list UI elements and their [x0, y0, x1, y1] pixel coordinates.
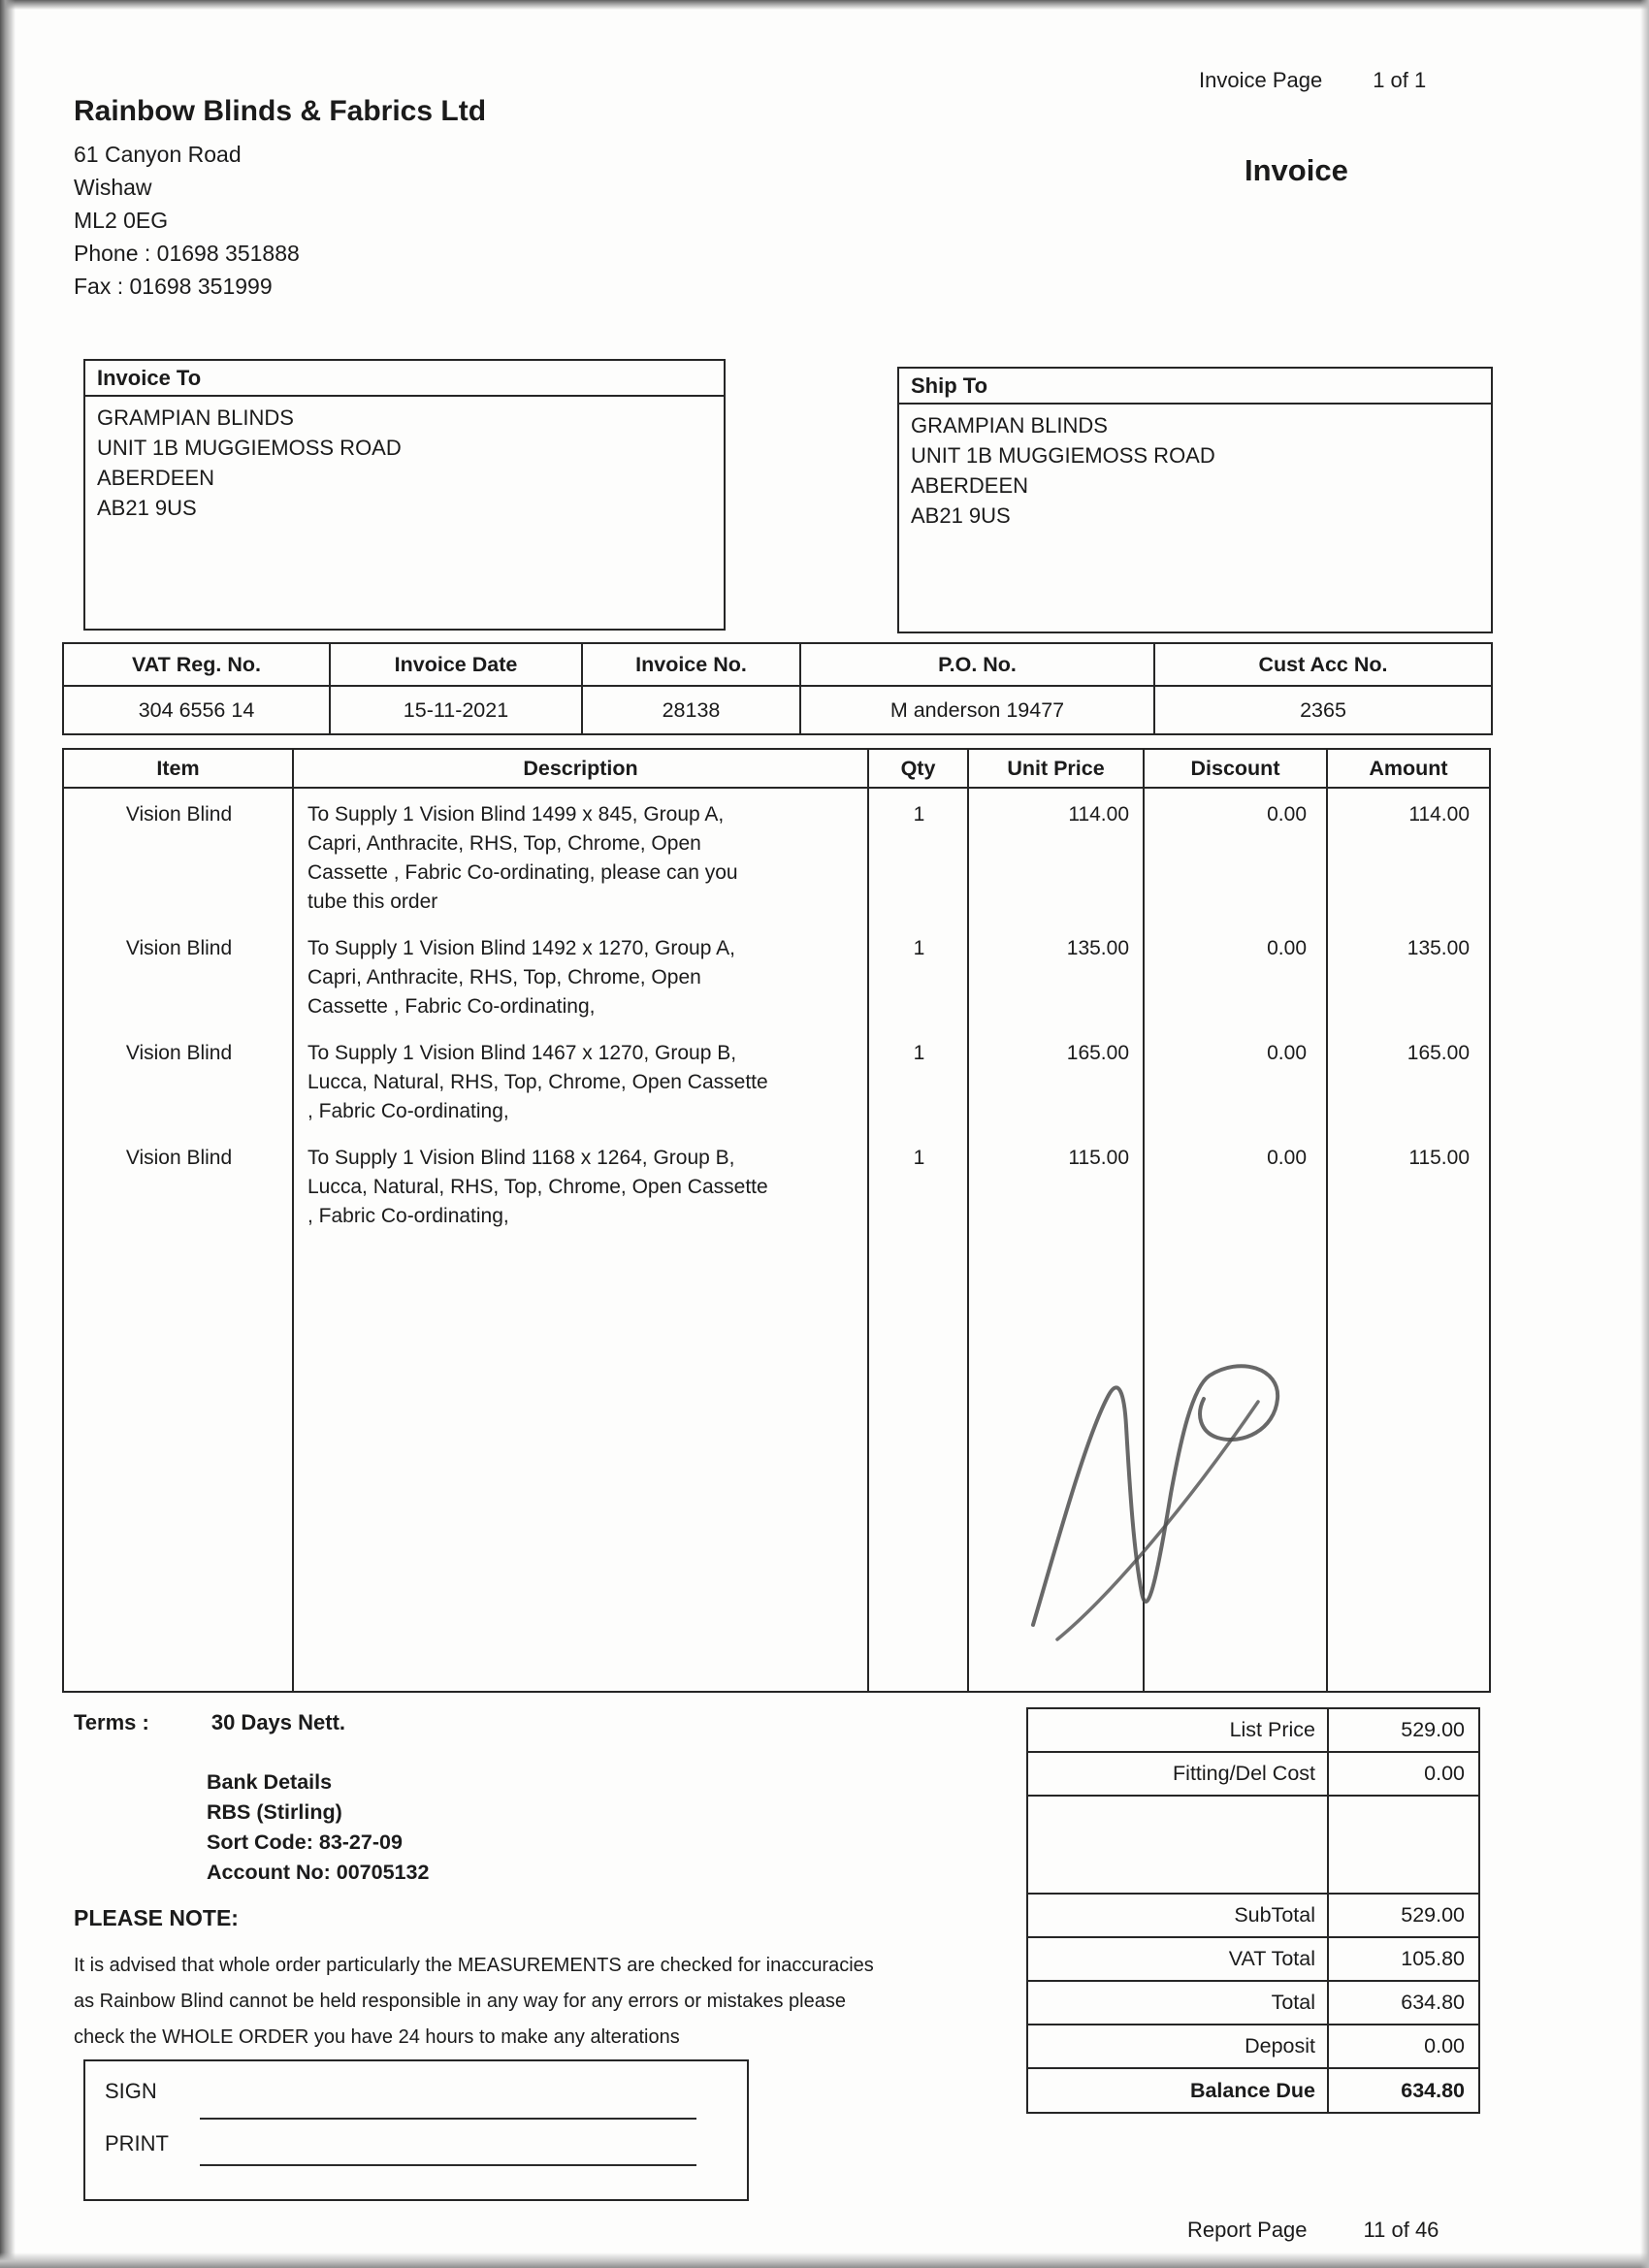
invoice-meta-table: [62, 642, 1493, 735]
totals-row: [1028, 1982, 1478, 2025]
company-address-line: Wishaw: [74, 175, 152, 200]
please-note-body: It is advised that whole order particularly the MEASUREMENTS are checked for inaccuracies as Rainbow Blind cannot be held responsible in any way for any errors or mistakes please check the WHOLE ORDER you have 24 hours to make any alterations: [74, 1955, 874, 2048]
sign-line: [200, 2118, 696, 2120]
meta-value-po-no: M anderson 19477: [801, 687, 1155, 733]
item-row: [64, 934, 1489, 1021]
amount-cell: 165.00: [1406, 1042, 1470, 1064]
document-title: Invoice: [1245, 153, 1348, 187]
totals-label: Balance Due: [1028, 2069, 1329, 2112]
company-name: Rainbow Blinds & Fabrics Ltd: [74, 95, 487, 127]
item-cell: Vision Blind: [125, 803, 233, 826]
unit-price-cell: 115.00: [1068, 1147, 1129, 1169]
column-divider: [867, 789, 869, 1691]
invoice-to-line: ABERDEEN: [97, 466, 215, 490]
qty-cell: 1: [913, 1147, 925, 1169]
company-address: [74, 138, 300, 303]
ship-to-line: AB21 9US: [911, 503, 1011, 528]
item-cell: Vision Blind: [125, 1147, 233, 1169]
totals-value: 529.00: [1401, 1718, 1465, 1741]
discount-cell: 0.00: [1267, 1042, 1307, 1064]
totals-value: 105.80: [1401, 1947, 1465, 1970]
item-row: [64, 800, 1489, 917]
totals-row-balance-due: [1028, 2069, 1478, 2112]
items-header-discount: Discount: [1145, 750, 1328, 787]
terms-value: 30 Days Nett.: [210, 1710, 346, 1734]
company-phone: Phone : 01698 351888: [74, 241, 300, 266]
meta-header-cust-acc: Cust Acc No.: [1258, 652, 1388, 676]
meta-header-row: [64, 644, 1491, 687]
report-page-value: 11 of 46: [1363, 2218, 1439, 2242]
amount-cell: 115.00: [1408, 1147, 1470, 1169]
invoice-to-line: UNIT 1B MUGGIEMOSS ROAD: [97, 436, 402, 460]
totals-value: 529.00: [1401, 1903, 1465, 1927]
item-cell: Vision Blind: [125, 937, 233, 959]
bank-details: [207, 1767, 429, 1888]
items-header-unit-price: Unit Price: [969, 750, 1145, 787]
ship-to-box: [897, 367, 1493, 633]
meta-header-po-no: P.O. No.: [801, 644, 1155, 685]
item-row: [64, 1144, 1489, 1231]
totals-label: Fitting/Del Cost: [1028, 1753, 1329, 1795]
ship-to-label: Ship To: [899, 369, 1491, 405]
terms-row: [74, 1710, 345, 1735]
item-row: [64, 1039, 1489, 1126]
meta-value-vat: 304 6556 14: [64, 687, 331, 733]
invoice-to-address: [85, 397, 724, 529]
invoice-page-indicator: [1199, 68, 1426, 93]
totals-spacer-row: [1028, 1797, 1478, 1895]
totals-box: [1026, 1707, 1480, 2114]
column-divider: [292, 789, 294, 1691]
description-cell: To Supply 1 Vision Blind 1467 x 1270, Group B, Lucca, Natural, RHS, Top, Chrome, Open Cassette , Fabric Co-ordinating,: [307, 1042, 768, 1122]
unit-price-cell: 165.00: [1066, 1042, 1129, 1064]
totals-row: [1028, 2025, 1478, 2069]
scan-edge-bottom: [0, 2252, 1649, 2268]
totals-row: [1028, 1753, 1478, 1797]
meta-value-invoice-no: 28138: [583, 687, 801, 733]
totals-value: 634.80: [1401, 1991, 1465, 2014]
description-cell: To Supply 1 Vision Blind 1492 x 1270, Group A, Capri, Anthracite, RHS, Top, Chrome, Open Cassette , Fabric Co-ordinating,: [307, 937, 735, 1018]
discount-cell: 0.00: [1267, 803, 1307, 826]
bank-account-no: Account No: 00705132: [207, 1861, 430, 1884]
signature-box: [83, 2059, 749, 2201]
qty-cell: 1: [913, 1042, 925, 1064]
column-divider: [1326, 789, 1328, 1691]
invoice-to-line: AB21 9US: [97, 496, 197, 520]
discount-cell: 0.00: [1267, 1147, 1307, 1169]
items-header-qty: Qty: [869, 750, 969, 787]
items-header-amount: Amount: [1369, 756, 1448, 780]
meta-header-invoice-no: Invoice No.: [583, 644, 801, 685]
invoice-to-line: GRAMPIAN BLINDS: [97, 405, 294, 430]
totals-row: [1028, 1895, 1478, 1938]
print-line: [200, 2164, 696, 2166]
items-table-body: [62, 789, 1491, 1693]
sign-label: SIGN: [105, 2079, 157, 2103]
please-note-title: PLEASE NOTE:: [74, 1905, 239, 1930]
amount-cell: 114.00: [1408, 803, 1470, 826]
description-cell: To Supply 1 Vision Blind 1168 x 1264, Group B, Lucca, Natural, RHS, Top, Chrome, Open Cassette , Fabric Co-ordinating,: [307, 1147, 768, 1227]
meta-header-vat: VAT Reg. No.: [64, 644, 331, 685]
meta-value-row: [64, 687, 1491, 733]
totals-spacer-value: [1329, 1797, 1478, 1893]
invoice-to-label: Invoice To: [85, 361, 724, 397]
report-page-indicator: [1187, 2218, 1439, 2243]
items-header-item: Item: [64, 750, 294, 787]
totals-row: [1028, 1938, 1478, 1982]
meta-header-date: Invoice Date: [331, 644, 583, 685]
items-header-row: [62, 748, 1491, 789]
column-divider: [967, 789, 969, 1691]
scan-edge-left: [0, 0, 16, 2268]
qty-cell: 1: [913, 803, 925, 826]
meta-value-date: 15-11-2021: [331, 687, 583, 733]
bank-name: RBS (Stirling): [207, 1800, 342, 1824]
discount-cell: 0.00: [1267, 937, 1307, 959]
print-label: PRINT: [105, 2131, 169, 2155]
scan-edge-right: [1640, 0, 1649, 2268]
company-address-line: ML2 0EG: [74, 208, 169, 233]
totals-value: 0.00: [1424, 2034, 1465, 2057]
invoice-to-box: [83, 359, 726, 631]
unit-price-cell: 135.00: [1066, 937, 1129, 959]
totals-spacer-label: [1028, 1797, 1329, 1893]
unit-price-cell: 114.00: [1068, 803, 1129, 826]
totals-label: SubTotal: [1028, 1895, 1329, 1936]
totals-label: VAT Total: [1028, 1938, 1329, 1980]
column-divider: [1143, 789, 1145, 1691]
totals-row: [1028, 1709, 1478, 1753]
bank-sort-code: Sort Code: 83-27-09: [207, 1831, 403, 1854]
company-address-line: 61 Canyon Road: [74, 142, 242, 167]
totals-label: Total: [1028, 1982, 1329, 2024]
bank-details-title: Bank Details: [207, 1770, 333, 1794]
amount-cell: 135.00: [1406, 937, 1470, 959]
ship-to-line: GRAMPIAN BLINDS: [911, 413, 1108, 437]
invoice-page-label: Invoice Page: [1199, 68, 1323, 92]
totals-label: Deposit: [1028, 2025, 1329, 2067]
scan-edge-top: [0, 0, 1649, 10]
totals-value: 0.00: [1424, 1762, 1465, 1785]
item-cell: Vision Blind: [125, 1042, 233, 1064]
totals-label: List Price: [1028, 1709, 1329, 1751]
company-fax: Fax : 01698 351999: [74, 274, 273, 299]
totals-value: 634.80: [1401, 2078, 1465, 2102]
terms-label: Terms :: [74, 1710, 149, 1734]
meta-value-cust-acc: 2365: [1300, 697, 1346, 722]
items-header-description: Description: [294, 750, 869, 787]
ship-to-address: [899, 405, 1491, 536]
ship-to-line: UNIT 1B MUGGIEMOSS ROAD: [911, 443, 1215, 468]
qty-cell: 1: [913, 937, 925, 959]
report-page-label: Report Page: [1187, 2218, 1308, 2242]
invoice-page-value: 1 of 1: [1373, 68, 1427, 92]
description-cell: To Supply 1 Vision Blind 1499 x 845, Group A, Capri, Anthracite, RHS, Top, Chrome, Open Cassette , Fabric Co-ordinating, please can you tube this order: [307, 803, 738, 913]
ship-to-line: ABERDEEN: [911, 473, 1029, 498]
